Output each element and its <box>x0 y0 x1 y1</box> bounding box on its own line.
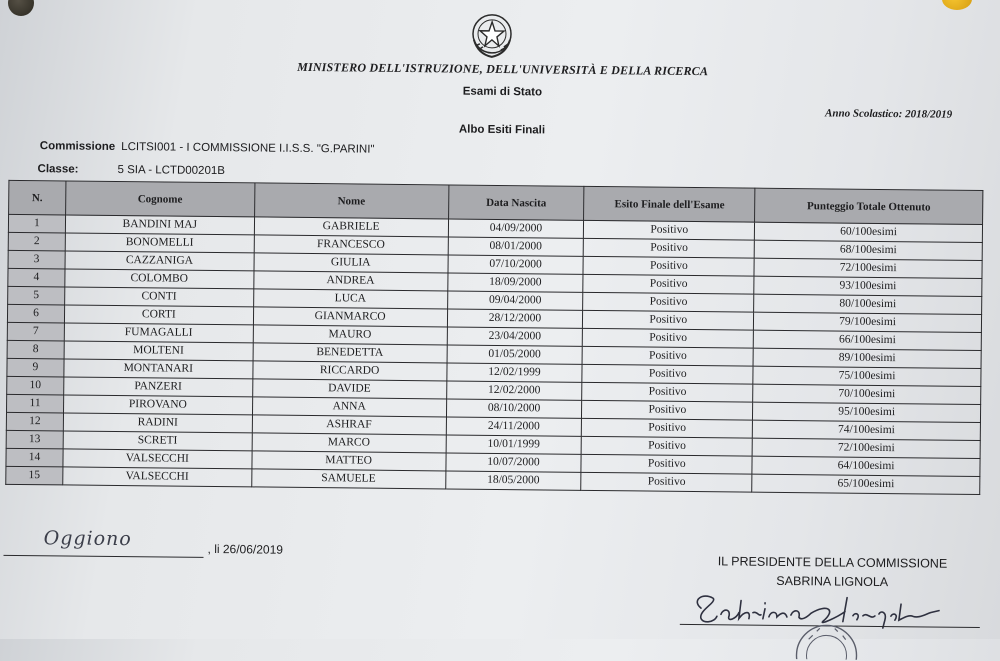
nome-cell: GABRIELE <box>254 217 448 237</box>
column-header: Data Nascita <box>448 185 584 220</box>
row-number: 10 <box>7 376 64 395</box>
column-header: Cognome <box>65 181 254 217</box>
punteggio-cell: 72/100esimi <box>754 258 982 278</box>
cognome-cell: RADINI <box>63 413 252 433</box>
nome-cell: MAURO <box>253 325 447 345</box>
data-nascita-cell: 28/12/2000 <box>447 309 583 328</box>
esito-cell: Positivo <box>584 220 755 240</box>
punteggio-cell: 70/100esimi <box>753 384 981 404</box>
punteggio-cell: 95/100esimi <box>753 402 981 422</box>
punteggio-cell: 79/100esimi <box>754 312 982 332</box>
data-nascita-cell: 12/02/2000 <box>446 381 582 400</box>
esito-cell: Positivo <box>582 418 753 438</box>
column-header: Esito Finale dell'Esame <box>584 186 755 222</box>
row-number: 7 <box>7 322 64 341</box>
cognome-cell: FUMAGALLI <box>64 323 253 343</box>
cognome-cell: VALSECCHI <box>63 449 252 469</box>
nome-cell: DAVIDE <box>252 379 446 399</box>
row-number: 13 <box>6 430 63 449</box>
column-header: Punteggio Totale Ottenuto <box>755 188 983 224</box>
results-table <box>5 180 983 495</box>
data-nascita-cell: 04/09/2000 <box>448 219 584 238</box>
cognome-cell: CONTI <box>65 287 254 307</box>
nome-cell: ANNA <box>252 397 446 417</box>
row-number: 14 <box>6 448 63 467</box>
data-nascita-cell: 08/10/2000 <box>446 399 582 418</box>
cognome-cell: MOLTENI <box>64 341 253 361</box>
punteggio-cell: 89/100esimi <box>753 348 981 368</box>
classe-value: 5 SIA - LCTD00201B <box>117 163 226 178</box>
commissione-label: Commissione <box>39 140 116 153</box>
classe-line <box>37 163 225 177</box>
esito-cell: Positivo <box>584 238 755 258</box>
esito-cell: Positivo <box>582 382 753 402</box>
data-nascita-cell: 24/11/2000 <box>446 417 582 436</box>
data-nascita-cell: 01/05/2000 <box>447 345 583 364</box>
column-header: Nome <box>254 183 448 219</box>
punteggio-cell: 74/100esimi <box>752 420 980 440</box>
esito-cell: Positivo <box>583 310 754 330</box>
row-number: 6 <box>7 304 64 323</box>
punteggio-cell: 66/100esimi <box>753 330 981 350</box>
row-number: 11 <box>7 394 64 413</box>
nome-cell: MARCO <box>252 433 446 453</box>
row-number: 5 <box>8 286 65 305</box>
italian-republic-emblem-icon <box>466 10 519 63</box>
exam-title: Esami di Stato <box>462 85 543 99</box>
classe-label: Classe: <box>37 163 79 176</box>
row-number: 1 <box>8 214 65 233</box>
ministry-title: MINISTERO DELL'ISTRUZIONE, DELL'UNIVERSITÀ E DELLA RICERCA <box>297 59 709 79</box>
cognome-cell: BANDINI MAJ <box>65 215 254 235</box>
esito-cell: Positivo <box>583 256 754 276</box>
esito-cell: Positivo <box>583 274 754 294</box>
row-number: 15 <box>6 466 63 485</box>
data-nascita-cell: 10/01/1999 <box>446 435 582 454</box>
punteggio-cell: 64/100esimi <box>752 456 980 476</box>
cognome-cell: VALSECCHI <box>63 467 252 487</box>
cognome-cell: SCRETI <box>63 431 252 451</box>
commissione-value: LCITSI001 - I COMMISSIONE I.I.S.S. "G.PARINI" <box>121 141 375 156</box>
commissione-line <box>40 140 375 156</box>
cognome-cell: COLOMBO <box>65 269 254 289</box>
data-nascita-cell: 07/10/2000 <box>448 255 584 274</box>
punteggio-cell: 93/100esimi <box>754 276 982 296</box>
punteggio-cell: 80/100esimi <box>754 294 982 314</box>
esito-cell: Positivo <box>582 364 753 384</box>
nome-cell: GIANMARCO <box>253 307 447 327</box>
row-number: 2 <box>8 232 65 251</box>
nome-cell: GIULIA <box>254 253 448 273</box>
nome-cell: RICCARDO <box>253 361 447 381</box>
nome-cell: LUCA <box>253 289 447 309</box>
place-handwritten: Oggiono <box>43 527 132 551</box>
data-nascita-cell: 12/02/1999 <box>446 363 582 382</box>
president-name: SABRINA LIGNOLA <box>776 573 889 590</box>
data-nascita-cell: 18/09/2000 <box>447 273 583 292</box>
row-number: 3 <box>8 250 65 269</box>
row-number: 12 <box>6 412 63 431</box>
punteggio-cell: 65/100esimi <box>752 474 980 494</box>
data-nascita-cell: 08/01/2000 <box>448 237 584 256</box>
table-body <box>6 214 983 494</box>
cognome-cell: CORTI <box>64 305 253 325</box>
data-nascita-cell: 10/07/2000 <box>445 453 581 472</box>
date-text: , li 26/06/2019 <box>207 541 284 557</box>
cognome-cell: PANZERI <box>64 377 253 397</box>
academic-year: Anno Scolastico: 2018/2019 <box>824 107 953 121</box>
punteggio-cell: 60/100esimi <box>755 222 983 242</box>
row-number: 9 <box>7 358 64 377</box>
cognome-cell: BONOMELLI <box>65 233 254 253</box>
esito-cell: Positivo <box>581 472 752 492</box>
official-stamp-icon <box>786 619 866 660</box>
esito-cell: Positivo <box>582 346 753 366</box>
nome-cell: FRANCESCO <box>254 235 448 255</box>
row-number: 8 <box>7 340 64 359</box>
nome-cell: BENEDETTA <box>253 343 447 363</box>
punteggio-cell: 75/100esimi <box>753 366 981 386</box>
document-title: Albo Esiti Finali <box>458 123 546 137</box>
place-line <box>4 527 204 558</box>
nome-cell: MATTEO <box>252 451 446 471</box>
nome-cell: ANDREA <box>254 271 448 291</box>
cognome-cell: CAZZANIGA <box>65 251 254 271</box>
column-header: N. <box>9 180 66 215</box>
esito-cell: Positivo <box>582 436 753 456</box>
data-nascita-cell: 18/05/2000 <box>445 471 581 490</box>
data-nascita-cell: 09/04/2000 <box>447 291 583 310</box>
nome-cell: SAMUELE <box>251 469 445 489</box>
punteggio-cell: 72/100esimi <box>752 438 980 458</box>
esito-cell: Positivo <box>583 292 754 312</box>
president-title: IL PRESIDENTE DELLA COMMISSIONE <box>717 554 948 571</box>
data-nascita-cell: 23/04/2000 <box>447 327 583 346</box>
nome-cell: ASHRAF <box>252 415 446 435</box>
row-number: 4 <box>8 268 65 287</box>
esito-cell: Positivo <box>583 328 754 348</box>
esito-cell: Positivo <box>582 400 753 420</box>
punteggio-cell: 68/100esimi <box>754 240 982 260</box>
esito-cell: Positivo <box>581 454 752 474</box>
cognome-cell: MONTANARI <box>64 359 253 379</box>
cognome-cell: PIROVANO <box>63 395 252 415</box>
